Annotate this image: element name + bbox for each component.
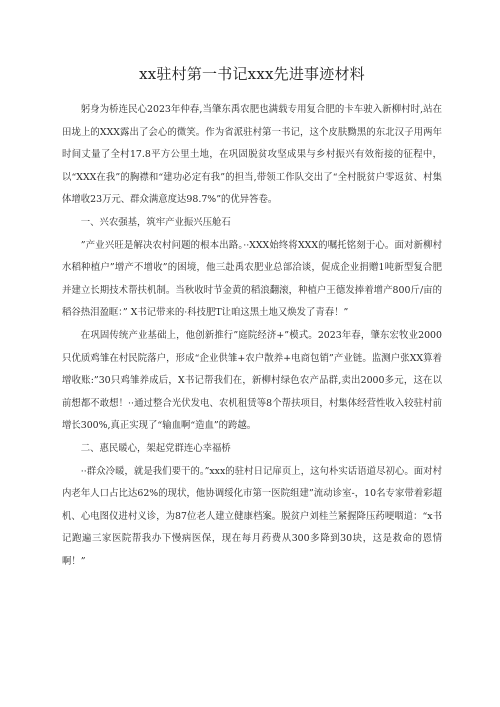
paragraph-welfare-1: ··群众冷暖，就是我们要干的。”xxx的驻村日记扉页上，这句朴实话语道尽初心。面对村内老年人口占比达62%的现状，他协调绥化市第一医院组建”流动诊室-，10名专家带着彩超机、心电图仪进村义诊，为87位老人建立健康档案。脱贫户刘桂兰紧握降压药哽咽道：“x书记跑遍三家医院帮我办下慢病医保，现在每月药费从300多降到30块，这是救命的恩情啊！” [62, 465, 442, 567]
section-heading-2: 二、惠民暖心，架起党群连心幸福桥 [80, 442, 231, 454]
document-title: xx驻村第一书记xxx先进事迹材料 [139, 65, 365, 83]
paragraph-industry-1: ”产业兴旺是解决农村问题的根本出路。··XXX始终将XXX的嘱托铭刻于心。面对新柳村水稻种植户”增产不增收”的困境，他三赴禹农肥业总部洽谈，促成企业捐赠1吨新型复合肥并建立长期技术帮扶机制。当秋收时节金黄的稻浪翻滚，种植户王德发捧着增产800斤/亩的稻谷热泪盈眶：” X书记带来的·科技肥T让咱这黑土地又焕发了青春！” [62, 239, 442, 319]
section-heading-1: 一、兴农强基，筑牢产业振兴压舱石 [80, 216, 231, 228]
paragraph-industry-2: 在巩固传统产业基础上，他创新推行”庭院经济+”模式。2023年春，肇东宏牧业2000只优质鸡雏在村民院落户，形成“企业供雏+农户散养+电商包销”产业链。监测户张XX算着增收账:”30只鸡雏养成后，X书记帮我们在，新柳村绿色农产品群,卖出2000多元，这在以前想都不敢想！··通过整合光伏发电、农机租赁等8个帮扶项目，村集体经营性收入较驻村前增长300%,真正实现了“输血啊“造血”的跨越。 [62, 329, 442, 432]
paragraph-intro: 躬身为桥连民心2023年仲春,当肇东禹农肥也满载专用复合肥的卡车驶入新柳村时,站在田垅上的XXX露出了会心的微笑。作为省派驻村第一书记，这个皮肤黝黑的东北汉子用两年时间丈量了全村17.8平方公里土地，在巩固脱贫攻坚成果与乡村振兴有效衔接的征程中，以“XXX在我”的胸襟和“建功必定有我”的担当,带领工作队交出了“全村脱贫户零返贫、村集体增收23万元、群众满意度达98.7%”的优异答卷。 [62, 104, 442, 206]
